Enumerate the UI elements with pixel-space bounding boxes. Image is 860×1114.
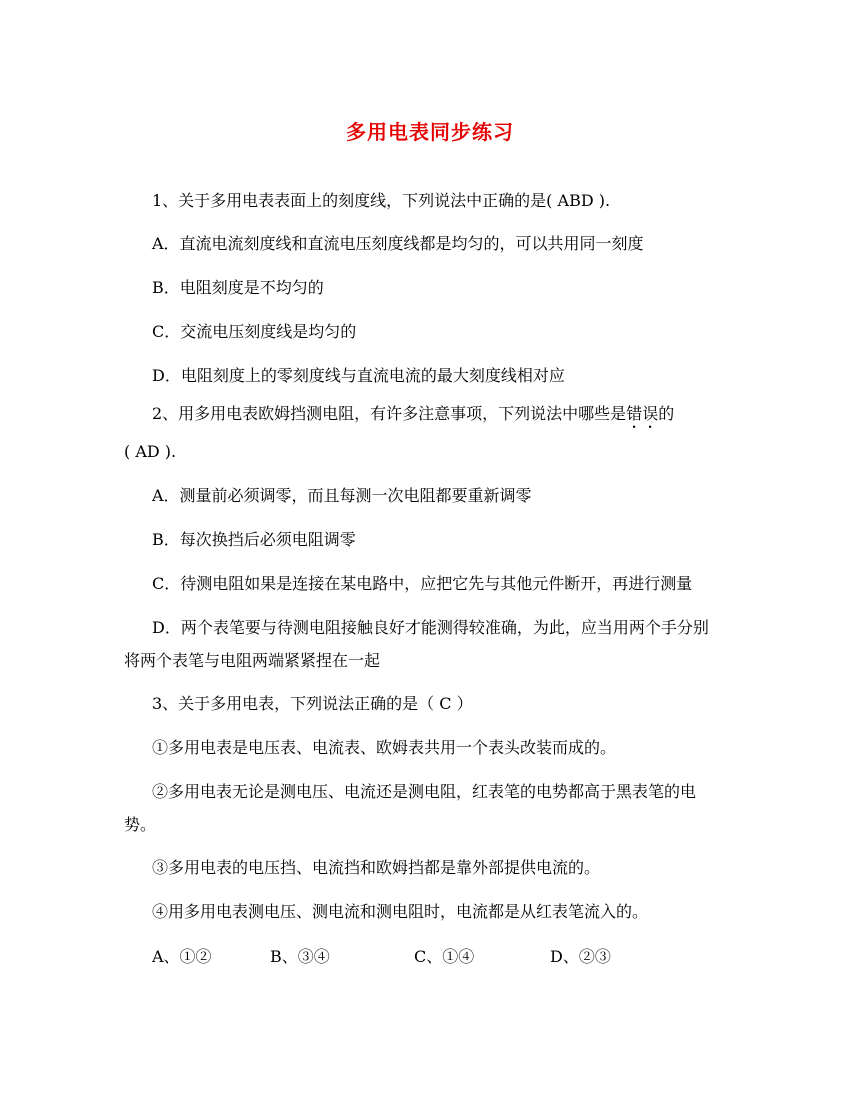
question-3-stem: 3、关于多用电表，下列说法正确的是（ C ） bbox=[152, 694, 473, 713]
question-3-statement-2: ②多用电表无论是测电压、电流还是测电阻，红表笔的电势都高于黑表笔的电 bbox=[152, 782, 697, 801]
question-3-statement-1: ①多用电表是电压表、电流表、欧姆表共用一个表头改装而成的。 bbox=[152, 738, 617, 757]
question-2-stem-text: 2、用多用电表欧姆挡测电阻，有许多注意事项，下列说法中哪些是 bbox=[152, 404, 627, 423]
question-2-stem-end: 的 bbox=[658, 404, 675, 423]
question-1-option-a: A．直流电流刻度线和直流电压刻度线都是均匀的，可以共用同一刻度 bbox=[152, 234, 644, 253]
question-2-stem bbox=[152, 403, 760, 432]
question-1-option-c: C．交流电压刻度线是均匀的 bbox=[152, 322, 357, 341]
question-2-option-c: C．待测电阻如果是连接在某电路中，应把它先与其他元件断开，再进行测量 bbox=[152, 574, 693, 593]
question-1-stem: 1、关于多用电表表面上的刻度线，下列说法中正确的是( ABD ). bbox=[152, 191, 611, 210]
choice-c: C、①④ bbox=[414, 947, 475, 966]
question-1-option-d: D．电阻刻度上的零刻度线与直流电流的最大刻度线相对应 bbox=[152, 366, 565, 385]
question-2-stem-line2: ( AD ). bbox=[124, 442, 177, 461]
choice-a: A、①② bbox=[152, 947, 212, 966]
question-2-option-b: B．每次换挡后必须电阻调零 bbox=[152, 530, 356, 549]
page-title: 多用电表同步练习 bbox=[346, 120, 514, 144]
question-3-statement-2-cont: 势。 bbox=[124, 815, 157, 834]
question-2-emphasis: 错误 bbox=[626, 404, 659, 423]
question-3-statement-3: ③多用电表的电压挡、电流挡和欧姆挡都是靠外部提供电流的。 bbox=[152, 858, 601, 877]
question-2-option-d-cont: 将两个表笔与电阻两端紧紧捏在一起 bbox=[124, 651, 381, 670]
question-2-option-d: D．两个表笔要与待测电阻接触良好才能测得较准确，为此，应当用两个手分别 bbox=[152, 618, 709, 637]
question-2-option-a: A．测量前必须调零，而且每测一次电阻都要重新调零 bbox=[152, 486, 532, 505]
question-1-option-b: B．电阻刻度是不均匀的 bbox=[152, 278, 324, 297]
choice-d: D、②③ bbox=[550, 947, 611, 966]
question-3-statement-4: ④用多用电表测电压、测电流和测电阻时，电流都是从红表笔流入的。 bbox=[152, 902, 649, 921]
choice-b: B、③④ bbox=[270, 947, 330, 966]
